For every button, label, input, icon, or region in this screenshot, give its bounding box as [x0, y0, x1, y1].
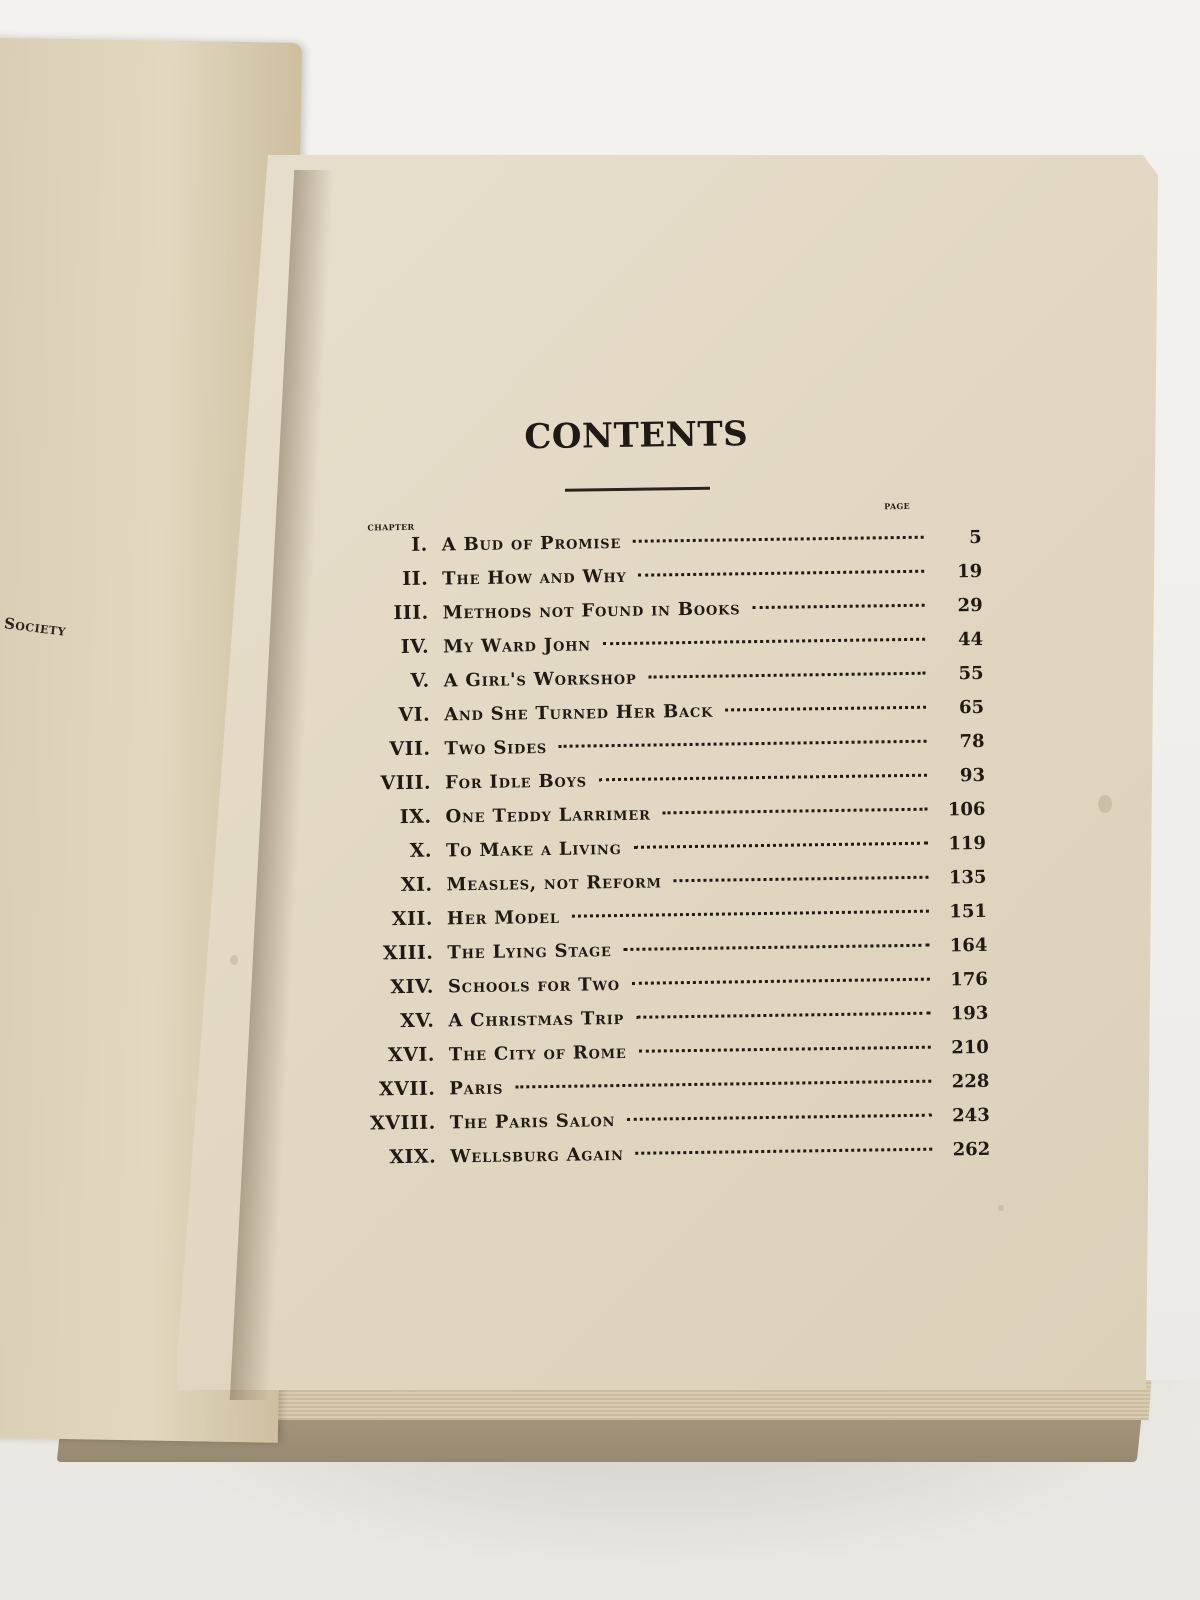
chapter-number: XVI.	[387, 1043, 436, 1067]
chapter-number: XVII.	[378, 1077, 436, 1101]
chapter-number: XIV.	[390, 975, 435, 999]
chapter-title: One Teddy Larrimer	[445, 803, 651, 828]
page-number: 19	[956, 560, 983, 583]
left-page-text-fragment: Society	[3, 614, 68, 640]
page-number: 243	[952, 1104, 990, 1127]
chapter-title: The Paris Salon	[449, 1110, 616, 1134]
dot-leader	[572, 910, 929, 918]
paper-stain	[230, 955, 238, 965]
dot-leader	[515, 1080, 931, 1089]
chapter-number: XIII.	[382, 941, 434, 965]
dot-leader	[559, 740, 927, 748]
page-number: 164	[949, 934, 988, 957]
page-number: 228	[951, 1070, 990, 1093]
dot-leader	[636, 1148, 933, 1155]
chapter-number: VI.	[398, 703, 431, 727]
chapter-number: IX.	[399, 805, 432, 829]
paper-stain	[1098, 795, 1112, 813]
chapter-number: XI.	[400, 873, 433, 897]
dot-leader	[725, 706, 926, 712]
page-number: 106	[947, 798, 986, 821]
chapter-title: Schools for Two	[447, 974, 621, 998]
chapter-title: For Idle Boys	[444, 770, 588, 794]
chapter-number: IV.	[400, 635, 430, 659]
page-number: 151	[949, 900, 988, 923]
chapter-title: The How and Why	[442, 565, 627, 590]
chapter-title: My Ward John	[443, 634, 592, 658]
chapter-title: The Lying Stage	[447, 940, 612, 964]
page-number: 5	[969, 526, 982, 549]
chapter-number: XII.	[391, 907, 434, 931]
chapter-number: XIX.	[389, 1145, 437, 1169]
chapter-column-label: CHAPTER	[367, 521, 415, 533]
dot-leader	[627, 1114, 932, 1121]
heading-rule	[565, 487, 710, 492]
chapter-number: V.	[410, 669, 430, 692]
dot-leader	[639, 570, 925, 577]
chapter-number: XVIII.	[369, 1111, 436, 1135]
dot-leader	[636, 1012, 930, 1019]
dot-leader	[663, 808, 928, 815]
contents-heading: CONTENTS	[524, 414, 749, 458]
chapter-title: Her Model	[446, 906, 560, 930]
page-column-label: PAGE	[884, 500, 911, 512]
dot-leader	[639, 1046, 931, 1053]
chapter-title: The City of Rome	[448, 1041, 627, 1066]
page-number: 55	[958, 662, 984, 685]
page-number: 78	[959, 730, 985, 753]
contents-list	[332, 526, 991, 1181]
dot-leader	[632, 978, 930, 985]
chapter-title: A Girl's Workshop	[443, 667, 637, 692]
page-number: 176	[950, 968, 989, 991]
page-number: 44	[957, 628, 984, 651]
page-number: 65	[958, 696, 985, 719]
chapter-title: Two Sides	[444, 737, 548, 760]
chapter-title: Measles, not Reform	[446, 871, 662, 896]
chapter-number: VIII.	[380, 771, 432, 795]
page-number: 29	[957, 594, 983, 617]
chapter-number: VII.	[389, 737, 431, 761]
page-number: 119	[948, 832, 987, 855]
chapter-number: II.	[402, 567, 429, 591]
dot-leader	[603, 638, 925, 645]
page-number: 135	[948, 866, 987, 889]
dot-leader	[674, 876, 929, 883]
chapter-title: To Make a Living	[445, 837, 622, 862]
chapter-number: X.	[409, 839, 433, 862]
table-of-contents	[330, 411, 991, 1181]
chapter-number: III.	[393, 601, 429, 625]
chapter-title: A Bud of Promise	[441, 531, 622, 556]
dot-leader	[633, 842, 927, 849]
chapter-number: XV.	[399, 1009, 435, 1033]
chapter-title: And She Turned Her Back	[443, 700, 714, 726]
page-number: 262	[952, 1138, 991, 1161]
dot-leader	[633, 536, 924, 543]
dot-leader	[752, 604, 924, 609]
chapter-title: Paris	[449, 1077, 504, 1100]
dot-leader	[648, 672, 925, 679]
page-number: 193	[950, 1002, 989, 1025]
chapter-number: I.	[411, 533, 428, 556]
dot-leader	[624, 944, 930, 951]
page-number: 210	[951, 1036, 989, 1059]
chapter-title: Methods not Found in Books	[442, 598, 741, 624]
chapter-title: Wellsburg Again	[450, 1143, 624, 1168]
chapter-title: A Christmas Trip	[448, 1007, 625, 1032]
page-number: 93	[959, 764, 986, 787]
dot-leader	[599, 774, 927, 782]
paper-stain	[998, 1205, 1004, 1211]
